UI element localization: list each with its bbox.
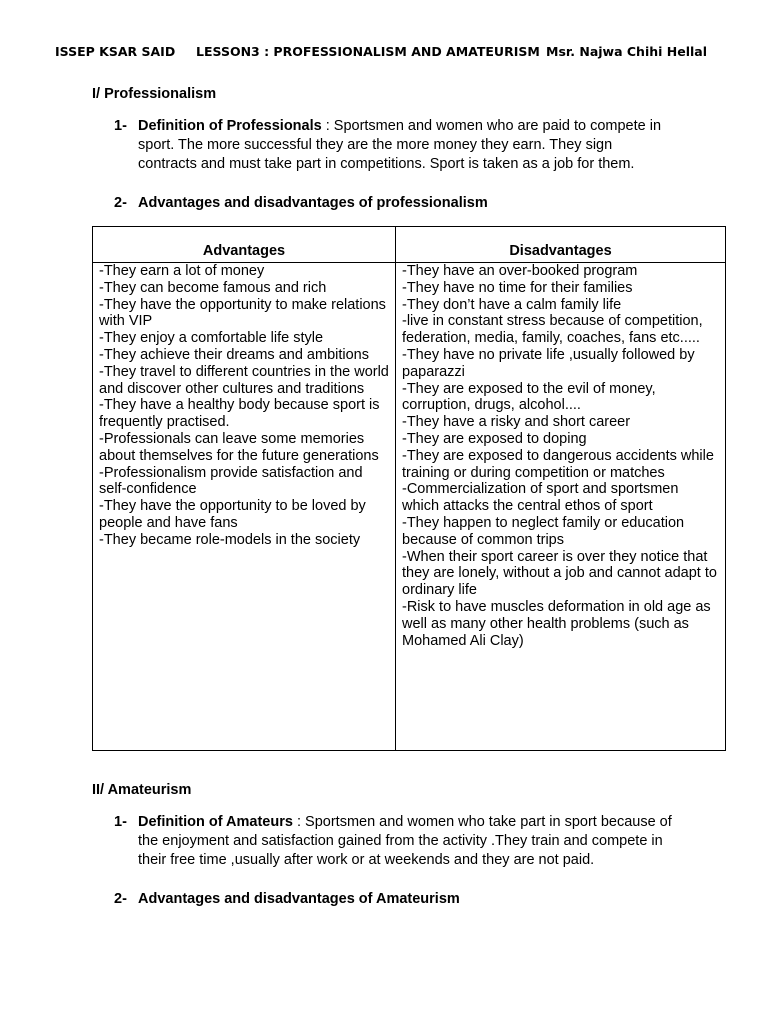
disadvantage-item: -Commercialization of sport and sportsmen which attacks the central ethos of sport: [402, 481, 679, 515]
disadvantage-item: -They have no time for their families: [402, 279, 633, 296]
professionals-definition: [114, 117, 694, 174]
advantage-item: -They achieve their dreams and ambitions: [99, 346, 369, 363]
disadvantages-header: Disadvantages: [396, 227, 726, 263]
disadvantage-item: -They don’t have a calm family life: [402, 296, 622, 313]
advantage-item: -Professionals can leave some memories about themselves for the future generations: [99, 430, 379, 464]
disadvantage-item: -They are exposed to the evil of money, corruption, drugs, alcohol....: [402, 380, 656, 414]
disadvantage-item: -They are exposed to doping: [402, 430, 587, 447]
disadvantage-item: -live in constant stress because of competition, federation, media, family, coaches, fans etc.....: [402, 313, 703, 347]
definition-term: Definition of Professionals: [138, 118, 322, 134]
disadvantage-item: -They have no private life ,usually followed by paparazzi: [402, 346, 695, 380]
advantage-item: -They became role-models in the society: [99, 531, 361, 548]
disadvantage-item: -They happen to neglect family or education because of common trips: [402, 514, 685, 548]
disadvantage-item: -When their sport career is over they notice that they are lonely, without a job and cannot adapt to ordinary life: [402, 548, 717, 599]
section-professionalism-title: I/ Professionalism: [92, 86, 217, 102]
heading-text: Advantages and disadvantages of Amateurism: [138, 891, 460, 907]
item-number: 2-: [114, 195, 127, 211]
disadvantage-item: -They have a risky and short career: [402, 414, 631, 431]
advantage-item: -They can become famous and rich: [99, 279, 327, 296]
disadvantage-item: -They are exposed to dangerous accidents while training or during competition or matches: [402, 447, 714, 481]
section-amateurism-title: II/ Amateurism: [92, 782, 192, 798]
school-name: ISSEP KSAR SAID: [55, 44, 176, 59]
pro-advantages-table: [92, 226, 726, 751]
professionalism-adv-heading: [114, 194, 694, 213]
page-header: [55, 44, 728, 62]
advantages-header: Advantages: [93, 227, 396, 263]
advantage-item: -They travel to different countries in the world and discover other cultures and traditions: [99, 363, 389, 397]
advantage-item: -Professionalism provide satisfaction and self-confidence: [99, 464, 363, 498]
amateurism-adv-heading: [114, 890, 694, 909]
disadvantage-item: -They have an over-booked program: [402, 263, 638, 279]
item-number: 1-: [114, 814, 127, 830]
definition-text: : Sportsmen and women who are paid to compete in sport. The more successful they are the more money they earn. They sign contracts and must take part in competitions. Sport is taken as a job for them.: [138, 118, 662, 172]
definition-term: Definition of Amateurs: [138, 814, 293, 830]
item-number: 1-: [114, 118, 127, 134]
advantage-item: -They have the opportunity to be loved by people and have fans: [99, 498, 366, 531]
definition-text: : Sportsmen and women who take part in sport because of the enjoyment and satisfaction gained from the activity .They train and compete in their free time ,usually after work or at weekends and they are not paid.: [138, 814, 672, 868]
advantages-cell: [93, 263, 396, 751]
item-number: 2-: [114, 891, 127, 907]
teacher-name: Msr. Najwa Chihi Hellal: [546, 44, 707, 59]
advantage-item: -They have the opportunity to make relations with VIP: [99, 296, 386, 330]
disadvantages-cell: [396, 263, 726, 751]
amateurs-definition: [114, 813, 694, 870]
heading-text: Advantages and disadvantages of professionalism: [138, 195, 488, 211]
advantage-item: -They earn a lot of money: [99, 263, 265, 279]
advantage-item: -They enjoy a comfortable life style: [99, 330, 324, 347]
disadvantage-item: -Risk to have muscles deformation in old age as well as many other health problems (such as Mohamed Ali Clay): [402, 598, 711, 649]
lesson-title: LESSON3 : PROFESSIONALISM AND AMATEURISM: [196, 44, 540, 59]
advantage-item: -They have a healthy body because sport is frequently practised.: [99, 397, 380, 431]
